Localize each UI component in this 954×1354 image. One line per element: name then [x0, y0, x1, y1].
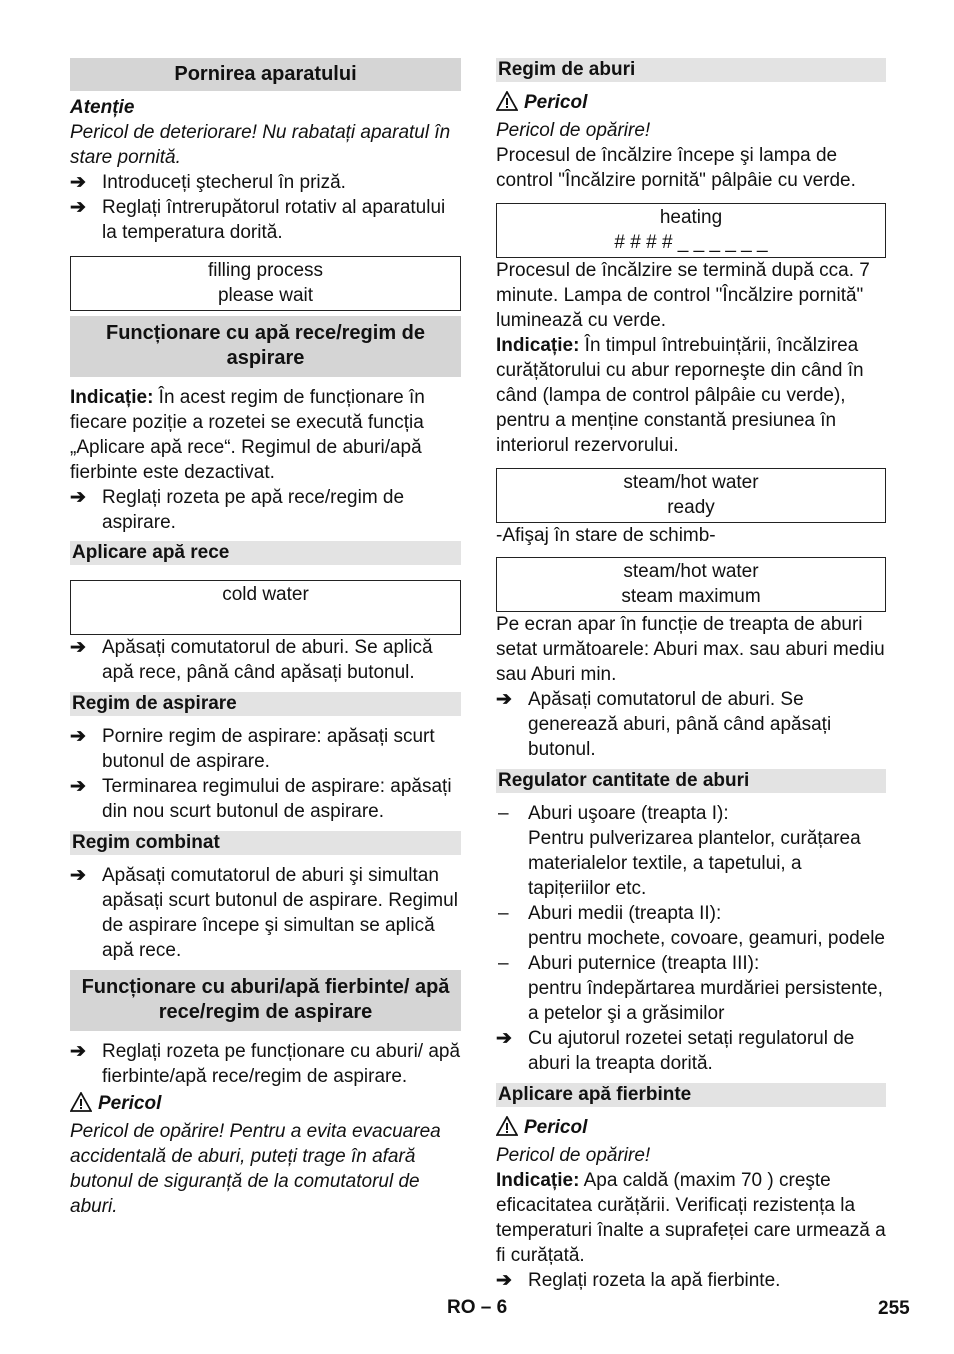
subheading-regulator: Regulator cantitate de aburi — [496, 769, 886, 793]
pericol-label: Pericol — [496, 1115, 886, 1143]
pericol-text: Pericol de opărire! Pentru a evita evacuarea accidentală de aburi, puteți trage în afară butonul de siguranță de la comutatorul de aburi. — [70, 1121, 441, 1217]
warning-icon — [496, 91, 518, 118]
arrow-icon: ➔ — [70, 1041, 86, 1062]
indicatie-paragraph: Indicație: În timpul întrebuințării, încălzirea curățătorului cu abur reporneşte din când în când (lampa de control pâlpâie cu verde), pentru a menține constantă presiunea în interiorul rezervorului. — [496, 335, 864, 456]
list-item: ➔ Reglați rozeta pe apă rece/regim de aspirare. — [70, 487, 405, 533]
list-item: – Aburi uşoare (treapta I): Pentru pulverizarea plantelor, curățarea materialelor textile, a tapetului, a tapițeriilor etc. — [498, 803, 861, 899]
pericol-label: Pericol — [496, 90, 886, 118]
list-item: ➔ Introduceți ştecherul în priză. — [70, 172, 346, 193]
heading-functionare-rece: Funcționare cu apă rece/regim de aspirare — [70, 316, 461, 377]
indicatie-paragraph: Indicație: Apa caldă (maxim 70 ) creşte eficacitatea curățării. Verificați rezistența la temperaturi înalte a suprafeței care urmează a fi curățată. — [496, 1170, 886, 1266]
arrow-icon: ➔ — [70, 172, 86, 193]
arrow-icon: ➔ — [70, 197, 86, 218]
arrow-icon: ➔ — [496, 689, 512, 710]
list-item: ➔ Apăsați comutatorul de aburi. Se aplică apă rece, până când apăsați butonul. — [70, 637, 433, 683]
paragraph-ecran: Pe ecran apar în funcție de treapta de aburi setat următoarele: Aburi max. sau aburi mediu sau Aburi min. — [496, 614, 885, 685]
warning-icon — [496, 1116, 518, 1143]
list-item: – Aburi medii (treapta II): pentru mochete, covoare, geamuri, podele — [498, 903, 885, 949]
footer-section-label: RO – 6 — [447, 1297, 508, 1318]
list-item: ➔ Apăsați comutatorul de aburi. Se generează aburi, până când apăsați butonul. — [496, 689, 832, 760]
left-column — [70, 58, 461, 1219]
pericol-oparire: Pericol de opărire! — [496, 120, 651, 141]
arrow-icon: ➔ — [70, 637, 86, 658]
subheading-aplicare-rece: Aplicare apă rece — [70, 541, 461, 565]
arrow-icon: ➔ — [496, 1270, 512, 1291]
subheading-combinat: Regim combinat — [70, 831, 461, 855]
display-cold-water: cold water — [70, 580, 461, 635]
list-item: ➔ Apăsați comutatorul de aburi şi simultan apăsați scurt butonul de aspirare. Regimul de aspirare începe şi simultan se aplică apă rece. — [70, 865, 458, 961]
display-filling: filling process please wait — [70, 256, 461, 311]
arrow-icon: ➔ — [70, 865, 86, 886]
list-item: ➔ Reglați întrerupătorul rotativ al aparatului la temperatura dorită. — [70, 197, 446, 243]
indicatie-paragraph: Indicație: În acest regim de funcționare în fiecare poziție a rozetei se execută funcția „Aplicare apă rece“. Regimul de aburi/apă fierbinte este dezactivat. — [70, 387, 425, 483]
atentie-text: Pericol de deteriorare! Nu rabatați aparatul în stare pornită. — [70, 122, 451, 168]
afisaj-text: -Afişaj în stare de schimb- — [496, 525, 716, 546]
subheading-fierbinte: Aplicare apă fierbinte — [496, 1083, 886, 1107]
list-item: ➔ Cu ajutorul rozetei setați regulatorul de aburi la treapta dorită. — [496, 1028, 855, 1074]
list-item: – Aburi puternice (treapta III): pentru îndepărtarea murdăriei persistente, a petelor şi a grăsimilor — [498, 953, 883, 1024]
arrow-icon: ➔ — [496, 1028, 512, 1049]
atentie-label: Atenție — [70, 97, 135, 118]
page-number: 255 — [878, 1298, 910, 1319]
arrow-icon: ➔ — [70, 726, 86, 747]
arrow-icon: ➔ — [70, 776, 86, 797]
warning-icon — [70, 1092, 92, 1119]
display-ready: steam/hot water ready — [496, 468, 886, 523]
pericol-label: Pericol — [70, 1091, 461, 1119]
list-item: ➔ Reglați rozeta la apă fierbinte. — [496, 1270, 781, 1291]
subheading-regim-aburi: Regim de aburi — [496, 58, 886, 82]
display-steam-maximum: steam/hot water steam maximum — [496, 557, 886, 612]
right-column — [496, 58, 886, 1293]
paragraph-incalzire: Procesul de încălzire începe şi lampa de control "Încălzire pornită" pâlpâie cu verde. — [496, 145, 856, 191]
heading-functionare-aburi: Funcționare cu aburi/apă fierbinte/ apă rece/regim de aspirare — [70, 970, 461, 1031]
subheading-aspirare: Regim de aspirare — [70, 692, 461, 716]
heading-pornirea: Pornirea aparatului — [70, 58, 461, 91]
paragraph-termina: Procesul de încălzire se termină după cca. 7 minute. Lampa de control "Încălzire pornită" luminează cu verde. — [496, 260, 870, 331]
pericol-oparire: Pericol de opărire! — [496, 1145, 651, 1166]
list-item: ➔ Reglați rozeta pe funcționare cu aburi/ apă fierbinte/apă rece/regim de aspirare. — [70, 1041, 461, 1087]
list-item: ➔ Pornire regim de aspirare: apăsați scurt butonul de aspirare. — [70, 726, 435, 772]
arrow-icon: ➔ — [70, 487, 86, 508]
list-item: ➔ Terminarea regimului de aspirare: apăsați din nou scurt butonul de aspirare. — [70, 776, 452, 822]
display-heating: heating # # # # _ _ _ _ _ _ — [496, 203, 886, 258]
